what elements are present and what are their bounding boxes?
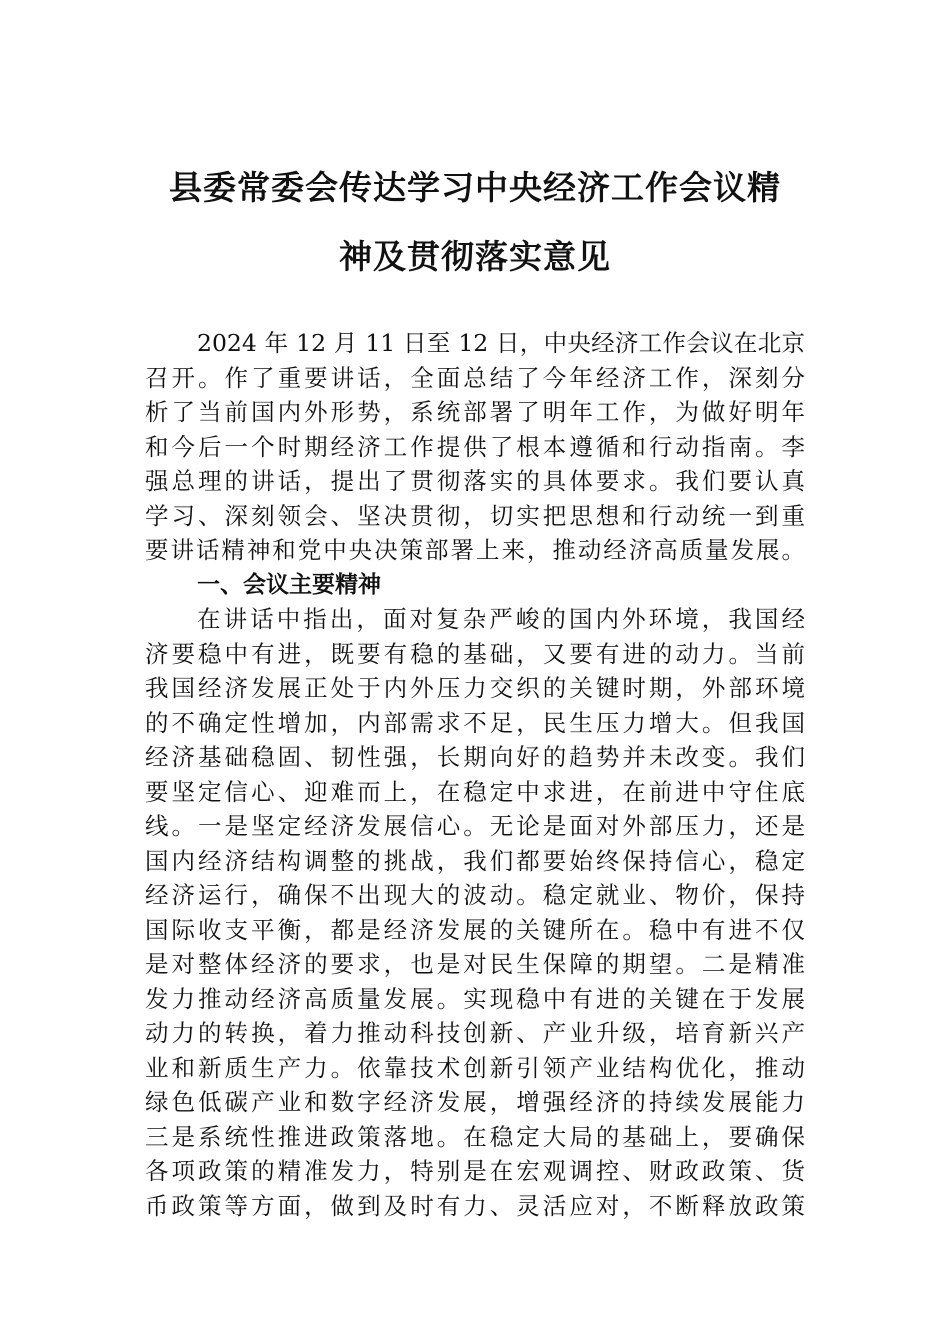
text-line: 发力推动经济高质量发展。实现稳中有进的关键在于发展 (145, 984, 805, 1013)
text-line: 我国经济发展正处于内外压力交织的关键时期，外部环境 (145, 674, 805, 702)
text-line: 经济运行，确保不出现大的波动。稳定就业、物价，保持 (145, 881, 805, 909)
text-line: 要坚定信心、迎难而上，在稳定中求进，在前进中守住底 (145, 777, 805, 806)
paragraph-main-spirit (145, 602, 805, 1223)
document-title-line-2: 神及贯彻落实意见 (339, 237, 611, 276)
section-heading: 一、会议主要精神 (197, 571, 381, 598)
text-line: 和今后一个时期经济工作提供了根本遵循和行动指南。李 (145, 432, 805, 461)
text-line: 济要稳中有进，既要有稳的基础，又要有进的动力。当前 (145, 639, 805, 668)
text-line: 币政策等方面，做到及时有力、灵活应对，不断释放政策 (145, 1191, 805, 1220)
document-body (145, 326, 805, 1223)
text-line: 业和新质生产力。依靠技术创新引领产业结构优化，推动 (145, 1053, 805, 1082)
document-title-line-1: 县委常委会传达学习中央经济工作会议精 (169, 168, 781, 207)
text-line: 析了当前国内外形势，系统部署了明年工作，为做好明年 (145, 398, 805, 426)
text-line: 要讲话精神和党中央决策部署上来，推动经济高质量发展。 (145, 536, 805, 564)
text-line: 经济基础稳固、韧性强，长期向好的趋势并未改变。我们 (145, 743, 805, 771)
text-line: 在讲话中指出，面对复杂严峻的国内外环境，我国经 (197, 605, 805, 633)
text-line: 是对整体经济的要求，也是对民生保障的期望。二是精准 (145, 950, 805, 978)
text-line: 国际收支平衡，都是经济发展的关键所在。稳中有进不仅 (145, 915, 805, 944)
text-line: 强总理的讲话，提出了贯彻落实的具体要求。我们要认真 (145, 467, 805, 495)
text-line: 动力的转换，着力推动科技创新、产业升级，培育新兴产 (145, 1019, 805, 1047)
paragraph-intro (145, 326, 805, 568)
text-line: 线。一是坚定经济发展信心。无论是面对外部压力，还是 (145, 812, 805, 840)
text-line: 国内经济结构调整的挑战，我们都要始终保持信心，稳定 (145, 846, 805, 875)
text-line: 各项政策的精准发力，特别是在宏观调控、财政政策、货 (145, 1157, 805, 1185)
text-line: 的不确定性增加，内部需求不足，民生压力增大。但我国 (145, 708, 805, 737)
text-line: 召开。作了重要讲话，全面总结了今年经济工作，深刻分 (145, 363, 805, 392)
text-line: 三是系统性推进政策落地。在稳定大局的基础上，要确保 (145, 1122, 805, 1151)
text-line: 学习、深刻领会、坚决贯彻，切实把思想和行动统一到重 (145, 501, 805, 530)
text-line: 绿色低碳产业和数字经济发展，增强经济的持续发展能力 (145, 1088, 805, 1116)
text-line: 2024 年 12 月 11 日至 12 日，中央经济工作会议在北京 (197, 329, 805, 357)
